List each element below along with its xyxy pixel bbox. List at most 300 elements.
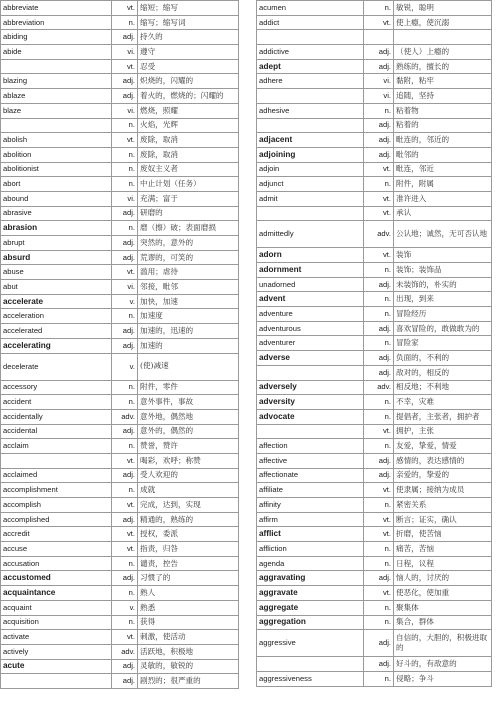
vocab-word: absurd [1, 250, 112, 265]
vocab-word: accessory [1, 380, 112, 395]
vocab-word: adornment [257, 263, 364, 278]
part-of-speech: n. [112, 380, 138, 395]
chinese-meaning: 加速的，迅速的 [138, 324, 239, 339]
part-of-speech: adj. [112, 236, 138, 251]
chinese-meaning: 未装饰的，朴实的 [394, 277, 492, 292]
vocab-row [257, 45, 492, 60]
chinese-meaning: 突然的，意外的 [138, 236, 239, 251]
part-of-speech: n. [112, 615, 138, 630]
vocab-word [257, 206, 364, 221]
vocab-word: adversely [257, 380, 364, 395]
vocab-row [257, 600, 492, 615]
vocab-word [257, 89, 364, 104]
vocab-word: adjoining [257, 147, 364, 162]
vocab-word: accuse [1, 542, 112, 557]
vocab-word: aggressiveness [257, 671, 364, 686]
chinese-meaning: 精通的，熟练的 [138, 512, 239, 527]
vocab-row [257, 542, 492, 557]
vocab-word: abound [1, 191, 112, 206]
vocab-row [1, 250, 239, 265]
part-of-speech: n. [112, 118, 138, 133]
vocab-row [257, 527, 492, 542]
part-of-speech: adj. [112, 206, 138, 221]
part-of-speech: vt. [112, 1, 138, 16]
vocab-row [1, 265, 239, 280]
vocab-row [1, 309, 239, 324]
vocab-word: abrasion [1, 221, 112, 236]
chinese-meaning: 黏附，粘牢 [394, 74, 492, 89]
part-of-speech: n. [112, 15, 138, 30]
vocab-row [1, 615, 239, 630]
vocab-word: accusation [1, 556, 112, 571]
part-of-speech: vt. [112, 265, 138, 280]
vocab-word: abrupt [1, 236, 112, 251]
part-of-speech: adv. [364, 380, 394, 395]
vocab-word: adept [257, 59, 364, 74]
chinese-meaning: 准许进入 [394, 191, 492, 206]
part-of-speech: adj. [364, 118, 394, 133]
part-of-speech: n. [364, 1, 394, 16]
vocab-row [1, 221, 239, 236]
vocab-row [1, 103, 239, 118]
chinese-meaning: 意外的，偶然的 [138, 424, 239, 439]
part-of-speech: n. [364, 615, 394, 630]
vocab-row [1, 674, 239, 689]
part-of-speech: n. [364, 103, 394, 118]
part-of-speech: vi. [364, 89, 394, 104]
vocab-word: accomplish [1, 498, 112, 513]
chinese-meaning: 活跃地，积极地 [138, 644, 239, 659]
chinese-meaning: 痛苦，苦恼 [394, 542, 492, 557]
vocab-row [257, 191, 492, 206]
chinese-meaning: 持久的 [138, 30, 239, 45]
vocab-word: abbreviate [1, 1, 112, 16]
vocab-row [1, 191, 239, 206]
vocab-row [257, 395, 492, 410]
vocab-word: acquaintance [1, 586, 112, 601]
chinese-meaning: 毗邻的 [394, 147, 492, 162]
vocab-word: acumen [257, 1, 364, 16]
chinese-meaning: 剧烈的；很严重的 [138, 674, 239, 689]
chinese-meaning: 中止计划（任务） [138, 177, 239, 192]
part-of-speech: n. [112, 177, 138, 192]
chinese-meaning: 磨（擦）破；表面磨损 [138, 221, 239, 236]
vocab-row [257, 74, 492, 89]
part-of-speech: adj. [112, 571, 138, 586]
vocab-row [1, 409, 239, 424]
chinese-meaning: 废除，取消 [138, 147, 239, 162]
chinese-meaning: 粘着物 [394, 103, 492, 118]
vocab-row [257, 468, 492, 483]
part-of-speech: adj. [364, 45, 394, 60]
chinese-meaning: 熟练的，擅长的 [394, 59, 492, 74]
vocab-row [257, 336, 492, 351]
vocab-row [1, 644, 239, 659]
chinese-meaning: 粘着的 [394, 118, 492, 133]
vocab-word: acclaimed [1, 468, 112, 483]
part-of-speech: vt. [364, 15, 394, 30]
vocab-row [1, 338, 239, 353]
part-of-speech: adj. [112, 74, 138, 89]
vocab-row [1, 424, 239, 439]
chinese-meaning: 敌对的，相反的 [394, 365, 492, 380]
part-of-speech: v. [112, 353, 138, 380]
vocab-row [1, 206, 239, 221]
part-of-speech: vi. [112, 280, 138, 295]
vocab-row [1, 324, 239, 339]
vocab-word: accelerating [1, 338, 112, 353]
vocab-word: affective [257, 453, 364, 468]
vocab-word: blazing [1, 74, 112, 89]
part-of-speech: adj. [364, 453, 394, 468]
part-of-speech: n. [112, 586, 138, 601]
vocab-word [257, 118, 364, 133]
vocab-word: accelerated [1, 324, 112, 339]
part-of-speech: adj. [112, 512, 138, 527]
vocab-word: adverse [257, 351, 364, 366]
part-of-speech: adj. [364, 571, 394, 586]
chinese-meaning: 着火的，燃烧的；闪耀的 [138, 89, 239, 104]
chinese-meaning: 缩写；缩写词 [138, 15, 239, 30]
part-of-speech: vi. [112, 103, 138, 118]
vocab-row [257, 365, 492, 380]
chinese-meaning: 燃烧，照耀 [138, 103, 239, 118]
chinese-meaning: 装饰 [394, 248, 492, 263]
vocab-table-left [0, 0, 239, 689]
vocab-row [1, 439, 239, 454]
vocab-row [257, 453, 492, 468]
vocab-word [257, 657, 364, 672]
chinese-meaning [394, 30, 492, 45]
part-of-speech: adj. [112, 324, 138, 339]
vocab-row [1, 177, 239, 192]
vocab-word [1, 674, 112, 689]
vocab-word: adorn [257, 248, 364, 263]
vocab-row [257, 248, 492, 263]
vocab-word: adjoin [257, 162, 364, 177]
vocab-word: aggravate [257, 586, 364, 601]
vocab-row [257, 162, 492, 177]
chinese-meaning: 附件，附属 [394, 177, 492, 192]
chinese-meaning: 缩短；缩写 [138, 1, 239, 16]
chinese-meaning: 荒谬的，可笑的 [138, 250, 239, 265]
part-of-speech: n. [364, 556, 394, 571]
vocab-row [257, 512, 492, 527]
part-of-speech: adj. [112, 468, 138, 483]
vocab-word: affinity [257, 498, 364, 513]
vocab-word: abut [1, 280, 112, 295]
part-of-speech: n. [364, 177, 394, 192]
vocab-word: adventurer [257, 336, 364, 351]
part-of-speech: n. [364, 307, 394, 322]
vocab-row [257, 221, 492, 248]
part-of-speech: adv. [364, 221, 394, 248]
chinese-meaning: 熟人 [138, 586, 239, 601]
vocab-row [257, 439, 492, 454]
part-of-speech: adj. [112, 674, 138, 689]
part-of-speech: adj. [112, 424, 138, 439]
vocab-word: adjunct [257, 177, 364, 192]
vocab-word: affectionate [257, 468, 364, 483]
vocab-row [257, 571, 492, 586]
vocab-word: abuse [1, 265, 112, 280]
vocab-word: aggregation [257, 615, 364, 630]
vocab-row [257, 277, 492, 292]
part-of-speech: n. [112, 556, 138, 571]
vocab-row [1, 483, 239, 498]
vocab-row [1, 571, 239, 586]
vocab-word: accelerate [1, 294, 112, 309]
vocab-word: admittedly [257, 221, 364, 248]
vocab-column-right [256, 0, 492, 687]
vocab-word: adventure [257, 307, 364, 322]
vocab-row [1, 89, 239, 104]
part-of-speech: adj. [364, 147, 394, 162]
vocab-row [1, 659, 239, 674]
vocab-word: ablaze [1, 89, 112, 104]
part-of-speech: n. [364, 395, 394, 410]
vocab-row [1, 236, 239, 251]
chinese-meaning: 追随，坚持 [394, 89, 492, 104]
part-of-speech: n. [112, 439, 138, 454]
vocab-row [257, 556, 492, 571]
vocab-word: affiliate [257, 483, 364, 498]
vocab-table-right [256, 0, 492, 687]
vocab-word: blaze [1, 103, 112, 118]
chinese-meaning: 火焰，光辉 [138, 118, 239, 133]
chinese-meaning: 授权，委派 [138, 527, 239, 542]
chinese-meaning: 好斗的，有敌意的 [394, 657, 492, 672]
part-of-speech: vt. [112, 527, 138, 542]
part-of-speech: adj. [364, 657, 394, 672]
vocab-row [257, 321, 492, 336]
chinese-meaning: 装饰；装饰品 [394, 263, 492, 278]
part-of-speech [364, 30, 394, 45]
chinese-meaning: 友爱，挚爱，情爱 [394, 439, 492, 454]
vocab-row [257, 147, 492, 162]
chinese-meaning: 相反地；不利地 [394, 380, 492, 395]
chinese-meaning: 指责，归咎 [138, 542, 239, 557]
chinese-meaning: （使人）上瘾的 [394, 45, 492, 60]
vocab-row [257, 206, 492, 221]
chinese-meaning: 加快，加速 [138, 294, 239, 309]
vocab-row [1, 1, 239, 16]
part-of-speech: adj. [364, 365, 394, 380]
chinese-meaning: 敏锐，聪明 [394, 1, 492, 16]
chinese-meaning: 毗连，邻近 [394, 162, 492, 177]
part-of-speech: vt. [112, 542, 138, 557]
part-of-speech: adj. [364, 468, 394, 483]
vocab-row [1, 395, 239, 410]
vocab-word: abbreviation [1, 15, 112, 30]
part-of-speech: v. [112, 294, 138, 309]
part-of-speech: v. [112, 600, 138, 615]
part-of-speech: vi. [364, 74, 394, 89]
chinese-meaning: 拥护，主张 [394, 424, 492, 439]
part-of-speech: adj. [364, 630, 394, 657]
vocab-word: actively [1, 644, 112, 659]
vocab-row [257, 586, 492, 601]
vocab-word: abolitionist [1, 162, 112, 177]
chinese-meaning: 邻接，毗邻 [138, 280, 239, 295]
chinese-meaning: 充满；富于 [138, 191, 239, 206]
vocab-row [1, 630, 239, 645]
vocab-row [1, 30, 239, 45]
chinese-meaning: 赞誉，赞许 [138, 439, 239, 454]
vocab-word: aggravating [257, 571, 364, 586]
vocab-row [1, 59, 239, 74]
chinese-meaning: 提倡者，主张者，拥护者 [394, 409, 492, 424]
part-of-speech: n. [364, 498, 394, 513]
chinese-meaning: 负面的，不利的 [394, 351, 492, 366]
vocab-word: accident [1, 395, 112, 410]
chinese-meaning: 紧密关系 [394, 498, 492, 513]
chinese-meaning: 恼人的，讨厌的 [394, 571, 492, 586]
vocab-word: affection [257, 439, 364, 454]
chinese-meaning: 折磨，使苦恼 [394, 527, 492, 542]
part-of-speech: n. [364, 409, 394, 424]
vocab-row [1, 512, 239, 527]
vocab-word: aggressive [257, 630, 364, 657]
vocab-row [257, 59, 492, 74]
vocab-word: abiding [1, 30, 112, 45]
vocab-word: accomplished [1, 512, 112, 527]
part-of-speech: vt. [112, 498, 138, 513]
part-of-speech: vt. [364, 162, 394, 177]
part-of-speech: adj. [364, 321, 394, 336]
part-of-speech: vt. [364, 527, 394, 542]
chinese-meaning: 使上瘾，使沉溺 [394, 15, 492, 30]
vocab-word: addict [257, 15, 364, 30]
chinese-meaning: 习惯了的 [138, 571, 239, 586]
vocab-word: aggregate [257, 600, 364, 615]
vocab-word: affirm [257, 512, 364, 527]
vocab-word: addictive [257, 45, 364, 60]
part-of-speech: n. [364, 292, 394, 307]
chinese-meaning: 自信的，大胆的，积极进取的 [394, 630, 492, 657]
part-of-speech: n. [364, 671, 394, 686]
part-of-speech: adj. [112, 30, 138, 45]
vocab-word: adhere [257, 74, 364, 89]
chinese-meaning: 公认地；诚然，无可否认地 [394, 221, 492, 248]
vocab-word: accidental [1, 424, 112, 439]
vocab-word [1, 118, 112, 133]
vocab-row [1, 468, 239, 483]
chinese-meaning: 研磨的 [138, 206, 239, 221]
part-of-speech: adv. [112, 644, 138, 659]
vocab-word [1, 59, 112, 74]
part-of-speech: vi. [112, 191, 138, 206]
vocab-row [257, 103, 492, 118]
vocab-word [257, 424, 364, 439]
vocab-word: accustomed [1, 571, 112, 586]
vocab-word: acquisition [1, 615, 112, 630]
chinese-meaning: 加速的 [138, 338, 239, 353]
vocab-word [257, 30, 364, 45]
chinese-meaning: 喜欢冒险的，敢做敢为的 [394, 321, 492, 336]
chinese-meaning: 废奴主义者 [138, 162, 239, 177]
vocab-row [257, 263, 492, 278]
vocab-row [1, 353, 239, 380]
vocab-row [257, 380, 492, 395]
part-of-speech: vt. [112, 133, 138, 148]
chinese-meaning: 集合，群体 [394, 615, 492, 630]
vocab-row [257, 118, 492, 133]
part-of-speech: vt. [364, 206, 394, 221]
part-of-speech: adj. [364, 351, 394, 366]
vocab-word [1, 453, 112, 468]
part-of-speech: adj. [112, 250, 138, 265]
vocab-row [257, 292, 492, 307]
part-of-speech: n. [364, 336, 394, 351]
vocab-row [257, 630, 492, 657]
vocab-row [257, 351, 492, 366]
vocab-row [257, 1, 492, 16]
part-of-speech: n. [364, 600, 394, 615]
vocab-word: advent [257, 292, 364, 307]
part-of-speech: vt. [112, 453, 138, 468]
chinese-meaning: 滥用；虐待 [138, 265, 239, 280]
chinese-meaning: 成就 [138, 483, 239, 498]
chinese-meaning: 断言；证实，确认 [394, 512, 492, 527]
part-of-speech: n. [112, 147, 138, 162]
chinese-meaning: 意外地，偶然地 [138, 409, 239, 424]
chinese-meaning: 使恶化，使加重 [394, 586, 492, 601]
part-of-speech: n. [364, 542, 394, 557]
chinese-meaning: 加速度 [138, 309, 239, 324]
vocab-row [257, 89, 492, 104]
part-of-speech: vt. [364, 424, 394, 439]
vocab-row [257, 133, 492, 148]
part-of-speech: adj. [364, 133, 394, 148]
part-of-speech: n. [112, 162, 138, 177]
vocab-row [1, 147, 239, 162]
part-of-speech: vt. [112, 59, 138, 74]
chinese-meaning: 完成，达到，实现 [138, 498, 239, 513]
vocab-word: adversity [257, 395, 364, 410]
chinese-meaning: 谴责，控告 [138, 556, 239, 571]
part-of-speech: adj. [112, 659, 138, 674]
chinese-meaning: 熟悉 [138, 600, 239, 615]
vocab-word: agenda [257, 556, 364, 571]
vocab-row [257, 657, 492, 672]
part-of-speech: vt. [364, 191, 394, 206]
vocab-row [257, 30, 492, 45]
vocab-word: afflict [257, 527, 364, 542]
part-of-speech: n. [112, 221, 138, 236]
vocab-word: accredit [1, 527, 112, 542]
part-of-speech: adj. [112, 338, 138, 353]
chinese-meaning: (使)减速 [138, 353, 239, 380]
vocab-word: abolition [1, 147, 112, 162]
vocab-row [257, 671, 492, 686]
vocab-row [1, 556, 239, 571]
vocab-row [1, 15, 239, 30]
vocab-row [1, 280, 239, 295]
vocab-row [257, 498, 492, 513]
vocab-row [1, 162, 239, 177]
vocab-word: decelerate [1, 353, 112, 380]
chinese-meaning: 出现，到来 [394, 292, 492, 307]
vocab-row [1, 118, 239, 133]
chinese-meaning: 日程，议程 [394, 556, 492, 571]
vocab-row [257, 177, 492, 192]
vocab-word: abide [1, 45, 112, 60]
vocab-word: adjacent [257, 133, 364, 148]
part-of-speech: vt. [112, 630, 138, 645]
chinese-meaning: 冒险经历 [394, 307, 492, 322]
chinese-meaning: 喝彩，欢呼；称赞 [138, 453, 239, 468]
